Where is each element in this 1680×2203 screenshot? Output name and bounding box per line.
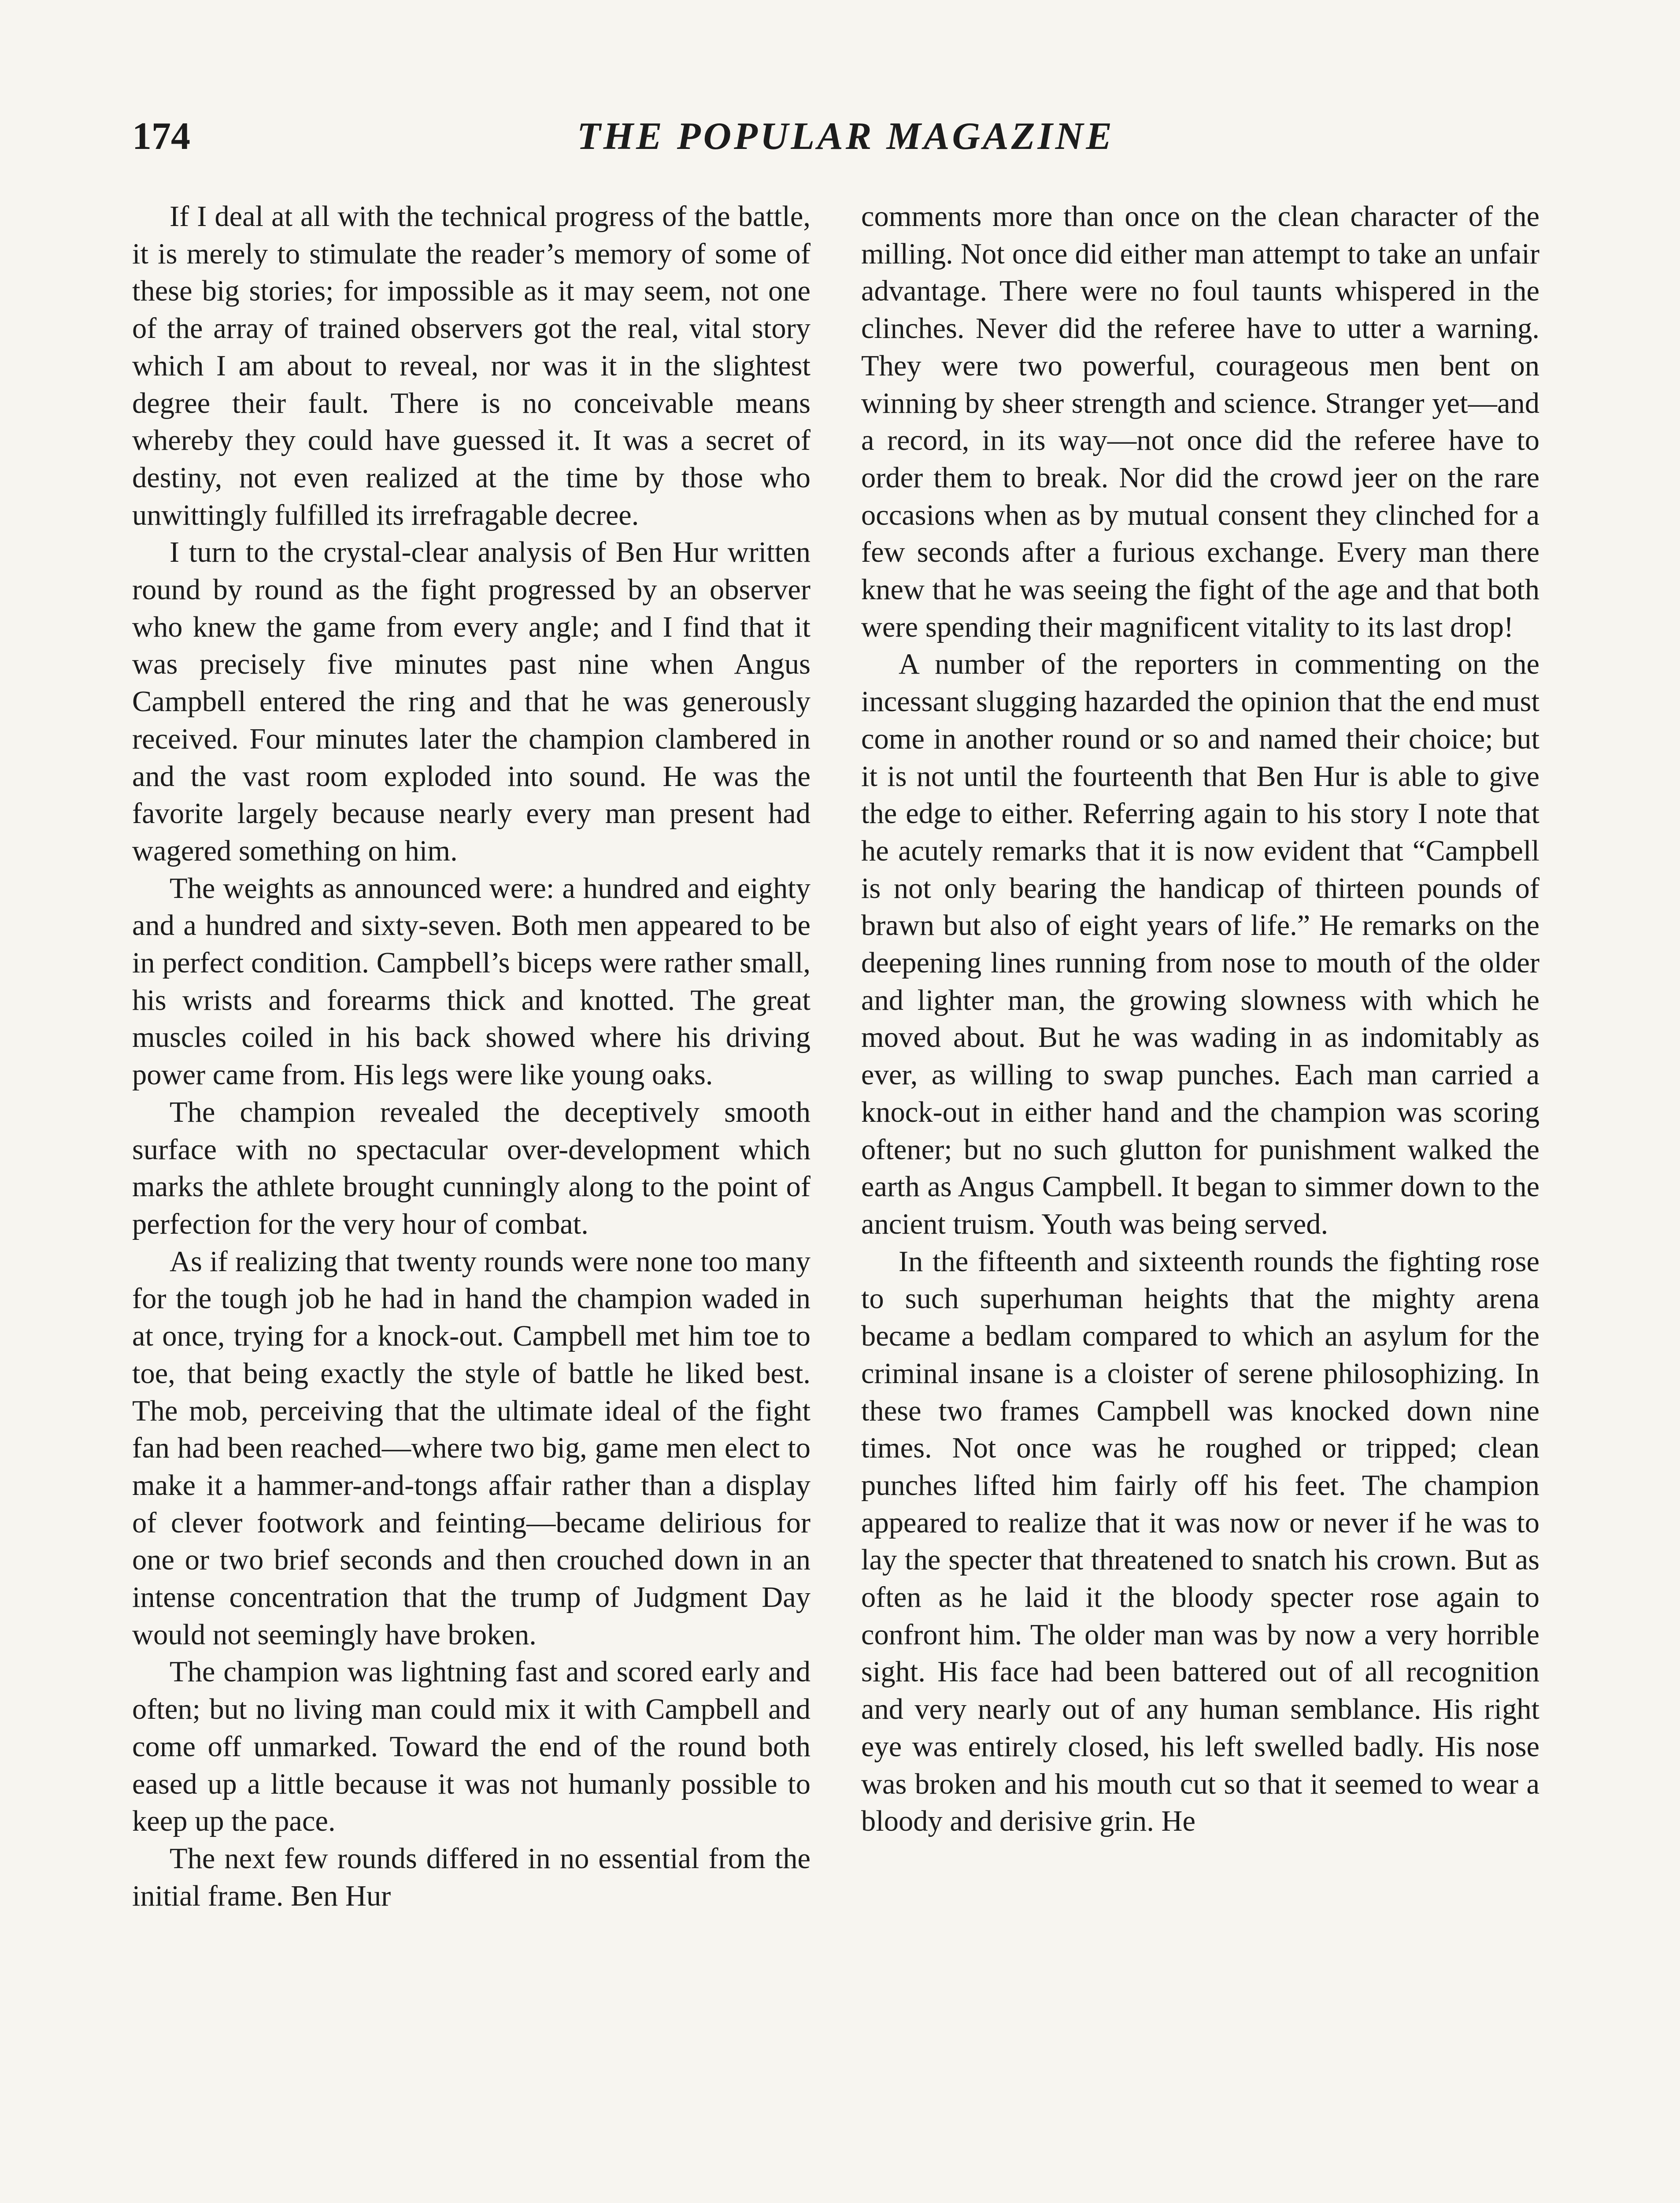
page-number: 174 bbox=[132, 115, 190, 158]
paragraph: The weights as announced were: a hundred and eighty and a hundred and sixty-seven. Both men appeared to be in perfect condition. Campbell’s biceps were rather small, his wrists and forearms thick and knotted. The great muscles coiled in his back showed where his driving power came from. His legs were like young oaks. bbox=[132, 872, 810, 1091]
page-header bbox=[132, 112, 1559, 161]
paragraph: The champion was lightning fast and scored early and often; but no living man could mix it with Campbell and come off unmarked. Toward the end of the round both eased up a little because it was not humanly possible to keep up the pace. bbox=[132, 1656, 810, 1838]
running-title: THE POPULAR MAGAZINE bbox=[577, 115, 1115, 158]
paragraph: I turn to the crystal-clear analysis of Ben Hur written round by round as the fight progressed by an observer who knew the game from every angle; and I find that it was precisely five minutes past nine when Angus Campbell entered the ring and that he was generously received. Four minutes later the champion clambered in and the vast room exploded into sound. He was the favorite largely because nearly every man present had wagered something on him. bbox=[132, 536, 810, 867]
paragraph: The next few rounds differed in no essential from the initial frame. Ben Hur bbox=[132, 1842, 810, 1912]
paragraph: A number of the reporters in commenting on the incessant slugging hazarded the opinion that the end must come in another round or so and named their choice; but it is not until the fourteenth that Ben Hur is able to give the edge to either. Referring again to his story I note that he acutely remarks that it is now evident that “Campbell is not only bearing the handicap of thirteen pounds of brawn but also of eight years of life.” He remarks on the deepening lines running from nose to mouth of the older and lighter man, the growing slowness with which he moved about. But he was wading in as indomitably as ever, as willing to swap punches. Each man carried a knock-out in either hand and the champion was scoring oftener; but no such glutton for punishment walked the earth as Angus Campbell. It began to simmer down to the ancient truism. Youth was being served. bbox=[861, 648, 1539, 1240]
paragraph: If I deal at all with the technical progress of the battle, it is merely to stimulate the reader’s memory of some of these big stories; for impossible as it may seem, not one of the array of trained observers got the real, vital story which I am about to reveal, nor was it in the slightest degree their fault. There is no conceivable means whereby they could have guessed it. It was a secret of destiny, not even realized at the time by those who unwittingly fulfilled its irrefragable decree. bbox=[132, 200, 810, 531]
left-column bbox=[132, 198, 810, 2203]
right-column bbox=[861, 198, 1539, 2203]
paragraph: As if realizing that twenty rounds were none too many for the tough job he had in hand the champion waded in at once, trying for a knock-out. Campbell met him toe to toe, that being exactly the style of battle he liked best. The mob, perceiving that the ultimate ideal of the fight fan had been reached—where two big, game men elect to make it a hammer-and-tongs affair rather than a display of clever footwork and feinting—became delirious for one or two brief seconds and then crouched down in an intense concentration that the trump of Judgment Day would not seemingly have broken. bbox=[132, 1245, 810, 1651]
paragraph: The champion revealed the deceptively smooth surface with no spectacular over-development which marks the athlete brought cunningly along to the point of perfection for the very hour of combat. bbox=[132, 1096, 810, 1240]
paragraph: In the fifteenth and sixteenth rounds the fighting rose to such superhuman heights that the mighty arena became a bedlam compared to which an asylum for the criminal insane is a cloister of serene philosophizing. In these two frames Campbell was knocked down nine times. Not once was he roughed or tripped; clean punches lifted him fairly off his feet. The champion appeared to realize that it was now or never if he was to lay the specter that threatened to snatch his crown. But as often as he laid it the bloody specter rose again to confront him. The older man was by now a very horrible sight. His face had been battered out of all recognition and very nearly out of any human semblance. His right eye was entirely closed, his left swelled badly. His nose was broken and his mouth cut so that it seemed to wear a bloody and derisive grin. He bbox=[861, 1245, 1539, 1838]
paragraph-continued: comments more than once on the clean character of the milling. Not once did either man attempt to take an unfair advantage. There were no foul taunts whispered in the clinches. Never did the referee have to utter a warning. They were two powerful, courageous men bent on winning by sheer strength and science. Stranger yet—and a record, in its way—not once did the referee have to order them to break. Nor did the crowd jeer on the rare occasions when as by mutual consent they clinched for a few seconds after a furious exchange. Every man there knew that he was seeing the fight of the age and that both were spending their magnificent vitality to its last drop! bbox=[861, 200, 1539, 643]
